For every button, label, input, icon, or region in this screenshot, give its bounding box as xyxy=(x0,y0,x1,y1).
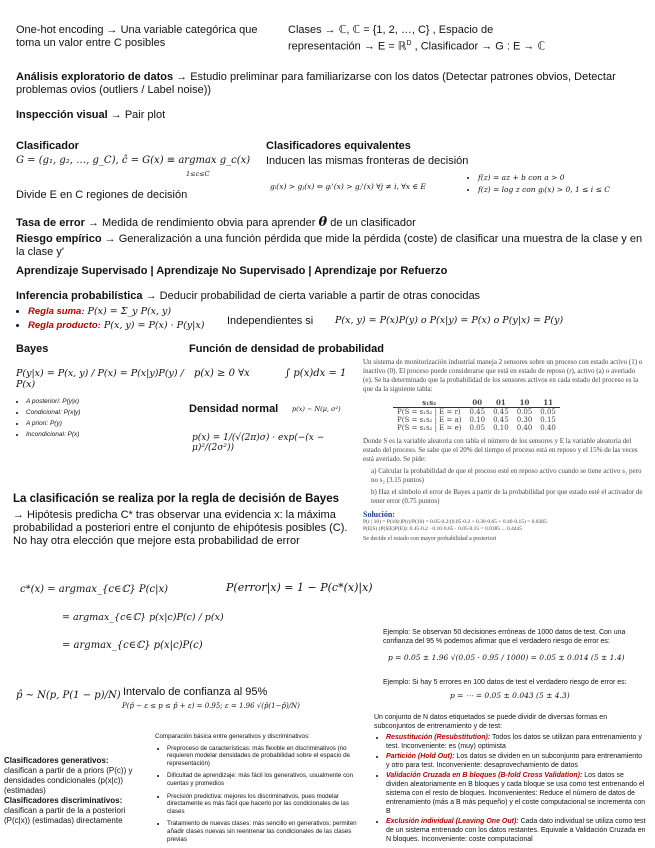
clasificador-title: Clasificador xyxy=(16,140,79,152)
generativos-title: Clasificadores generativos: xyxy=(4,756,109,765)
table-cell: 0.45 xyxy=(493,408,509,416)
inferencia-block xyxy=(16,290,646,303)
ejemplo1-formula: p = 0.05 ± 1.96 √(0.05 · 0.95 / 1000) = 0.05 ± 0.014 (5 ± 1.4) xyxy=(388,653,625,662)
discriminativos-title: Clasificadores discriminativos: xyxy=(4,796,123,805)
independientes-label: Independientes si xyxy=(227,315,314,327)
regla-text: → Hipótesis predicha C* tras observar una evidencia x: la máxima probabilidad a posteriori entre el conjunto de ehipótesis posibles (C). No hay otra elección que mejore esta probabilidad de error xyxy=(13,509,348,547)
reglas-list xyxy=(18,305,204,333)
theta-symbol: θ xyxy=(318,215,328,230)
tasa-block xyxy=(16,216,646,230)
comparacion-item: • Preproceso de características: más flexible en discriminativos (no requieren modelar densidades de probabilidad sobre el espacio de representación) xyxy=(167,745,367,768)
densidad-normal-small: p(x) ∼ N(μ, σ²) xyxy=(292,405,341,413)
comparacion-block xyxy=(155,733,367,843)
table-cell: 0.30 xyxy=(516,416,533,424)
conjunto-item-text: Todos los datos se utilizan para entrenamiento y test. Inconveniente: es (muy) optimista xyxy=(386,734,642,750)
table-cell: 0.10 xyxy=(493,424,509,432)
regla-suma-formula: : P(x) = Σ_y P(x, y) xyxy=(81,306,172,317)
dimension-superscript: D xyxy=(406,40,412,47)
regla-producto xyxy=(28,319,204,333)
table-header-cell: 10 xyxy=(513,399,537,408)
onehot-text: One-hot encoding → Una variable categórica que toma un valor entre C posibles xyxy=(16,24,258,49)
solucion-line: P(r | 10) = P(10|r)P(r)/P(10) = 0.05·0.2/(0.05·0.2 + 0.30·0.65 + 0.40·0.15) = 0.0385 xyxy=(363,519,547,525)
table-cell: P(S = s₁s₂ | E = e) xyxy=(397,424,462,432)
densidad-normal-formula: p(x) = 1/(√(2π)σ) · exp(−(x − μ)²/(2σ²)) xyxy=(192,433,325,453)
tasa-text-b: de un clasificador xyxy=(327,217,416,229)
comparacion-list xyxy=(155,745,367,844)
table-cell: P(S = s₁s₂ | E = r) xyxy=(397,408,461,416)
problema-block xyxy=(363,358,645,543)
generativos-text: clasifican a partir de a priors (P(c)) y densidades condicionales (p(x|c)) (estimadas) xyxy=(4,766,133,795)
table-cell: 0.40 xyxy=(540,424,556,432)
table-cell: 0.05 xyxy=(469,424,486,432)
densidad-f2: ∫ p(x)dx = 1 xyxy=(285,368,347,379)
table-row xyxy=(393,424,560,432)
table-cell: 0.40 xyxy=(516,424,533,432)
conjunto-item-label: Validación Cruzada en B bloques (B-fold Cross Validation): xyxy=(386,772,583,779)
inferencia-title: Inferencia probabilística xyxy=(16,290,143,302)
analisis-block xyxy=(16,71,641,97)
bayes-item: • Incondicional: P(x) xyxy=(26,429,196,440)
probabilidad-table xyxy=(393,399,560,432)
clases-block xyxy=(288,24,648,54)
conjunto-item-text: Los datos se dividen en un subconjunto para entrenamiento y otro para test. Inconveniente: desaprovechamiento de datos xyxy=(386,753,643,769)
table-cell: 0.05 xyxy=(540,408,556,416)
comparacion-item: • Dificultad de aprendizaje: más fácil los generativos, usualmente con cuentas y promedios xyxy=(167,772,367,787)
riesgo-text: → Generalización a una función pérdida que mide la pérdida (coste) de clasificar una muestra de la clase y en la clase y' xyxy=(16,233,643,258)
table-cell: 0.05 xyxy=(516,408,533,416)
generativos-block xyxy=(4,756,152,826)
conjunto-item-text: Cada dato individual se utiliza como test de un sistema entrenado con los datos restantes. Equivale a Validación Cruzada en N bloques. Inconveniente: coste computacional xyxy=(386,818,646,843)
problema-p1: Un sistema de monitorización industrial maneja 2 sensores sobre un proceso con estado activo (1) o inactivo (0). El proceso puede considerarse que está en estado de reposo (r), activo (a) o averiado (e). Se ha determinado que la probabilidad de los sensores activos en cada estado del proceso es la que da la siguiente tabla: xyxy=(363,358,643,393)
clasificador-map-text: , Clasificador → G : E → ℂ xyxy=(411,40,546,53)
densidad-title: Función de densidad de probabilidad xyxy=(189,343,384,355)
regla-line-3: = argmax_{c∈ℂ} p(x|c)P(c) xyxy=(62,640,203,651)
inspeccion-title: Inspección visual xyxy=(16,109,108,121)
bayes-title: Bayes xyxy=(16,343,49,355)
equivalentes-list xyxy=(468,173,655,194)
table-cell: 0.15 xyxy=(540,416,556,424)
regla-title: La clasificación se realiza por la regla de decisión de Bayes xyxy=(13,493,339,505)
riesgo-title: Riesgo empírico xyxy=(16,233,102,245)
tasa-title: Tasa de error xyxy=(16,217,85,229)
conjunto-list xyxy=(374,733,646,844)
regla-producto-label: Regla producto xyxy=(28,320,98,331)
table-header-cell: s₁s₂ xyxy=(393,399,466,408)
densidad-normal-title: Densidad normal xyxy=(189,403,279,415)
solucion-title: Solución: xyxy=(363,510,396,519)
table-header-cell: 01 xyxy=(489,399,513,408)
inspeccion-block xyxy=(16,109,165,122)
problema-a: a) Calcular la probabilidad de que el proceso esté en reposo activo cuando se tiene activo s₁ pero no s₂ (3.15 puntos) xyxy=(371,467,642,484)
argmax-subscript: 1≤c≤C xyxy=(186,170,210,178)
conjunto-item-label: Exclusión individual (Leaving One Out): xyxy=(386,818,519,825)
riesgo-block xyxy=(16,233,646,259)
bayes-item: • A posteriori: P(y|x) xyxy=(26,396,196,407)
representacion-text: representación → E = ℝ xyxy=(288,40,407,53)
solucion-line: P(E|S) (P(S|E)P(E)): 0.45·0.2 · 0.10·0.65 · 0.05·0.15 = 0.0385 ... 0.4445 xyxy=(363,526,523,532)
regla-producto-formula: : P(x, y) = P(x) · P(y|x) xyxy=(97,320,205,331)
clasificador-text: Divide E en C regiones de decisión xyxy=(16,189,188,201)
table-row xyxy=(393,416,560,424)
equivalentes-formula: gᵢ(x) > gⱼ(x) ⇔ gᵢ'(x) > gⱼ'(x) ∀j ≠ i, ∀x ∈ E xyxy=(270,182,426,191)
table-row xyxy=(393,408,560,417)
densidad-f1: p(x) ≥ 0 ∀x xyxy=(194,368,250,379)
ejemplo1-text: Ejemplo: Se observan 50 decisiones erróneas de 1000 datos de test. Con una confianza del 95 % podemos afirmar que el verdadero riesgo de error es: xyxy=(383,629,626,645)
comparacion-item: • Precisión predictiva: mejores los discriminativos, pues modelar directamente es más fácil que hacerlo por las condicionales de las clases xyxy=(167,793,367,816)
regla-suma-label: Regla suma xyxy=(28,306,82,317)
independientes-formula: P(x, y) = P(x)P(y) o P(x|y) = P(x) o P(y|x) = P(y) xyxy=(335,315,564,326)
table-header-cell: 11 xyxy=(536,399,560,408)
conjunto-item-label: Partición (Hold Out): xyxy=(386,753,455,760)
ejemplo2-text: Ejemplo: Si hay 5 errores en 100 datos de test el verdadero riesgo de error es: xyxy=(383,679,627,686)
table-cell: 0.45 xyxy=(469,408,486,416)
conjunto-item xyxy=(386,771,646,816)
comparacion-item: • Tratamiento de nuevas clases: más sencillo en generativos; permiten añadir clases nuevas sin reentrenar las condicionales de las clases previas xyxy=(167,820,367,843)
equivalentes-title: Clasificadores equivalentes xyxy=(266,140,411,152)
equivalentes-item: • f(z) = az + b con a > 0 xyxy=(478,173,655,182)
inferencia-text: → Deducir probabilidad de cierta variable a partir de otras conocidas xyxy=(142,290,481,302)
clases-line-2 xyxy=(288,37,648,54)
intervalo-title: Intervalo de confianza al 95% xyxy=(123,686,268,698)
ejemplo2-formula: p = ⋯ = 0.05 ± 0.043 (5 ± 4.3) xyxy=(450,691,570,700)
conjunto-item xyxy=(386,752,646,770)
discriminativos-text: clasifican a partir de la a posteriori (P(c|x)) (estimadas) directamente xyxy=(4,806,126,825)
table-cell: 0.45 xyxy=(493,416,509,424)
problema-p2: Donde S es la variable aleatoria con tabla el número de los sensores y E la variable aleatoria del estado del proceso. Se sabe que el 20% del tiempo el proceso está en reposo y el 15% de las veces está averiado. Se pide: xyxy=(363,437,638,463)
inspeccion-text: → Pair plot xyxy=(107,109,166,121)
bayes-formula: P(y|x) = P(x, y) / P(x) = P(x|y)P(y) / P(x) xyxy=(16,368,184,390)
table-header-cell: 00 xyxy=(466,399,490,408)
equivalentes-text: Inducen las mismas fronteras de decisión xyxy=(266,155,469,167)
table-cell: P(S = s₁s₂ | E = a) xyxy=(397,416,462,424)
clases-line-1: Clases → ℂ, ℂ = {1, 2, …, C} , Espacio de xyxy=(288,24,494,36)
bayes-list xyxy=(16,396,196,440)
conjunto-intro: Un conjunto de N datos etiquetados se puede dividir de diversas formas en subconjuntos de entrenamiento y de test: xyxy=(374,714,608,730)
clasificador-formula: G = (g₁, g₂, …, g_C), ĉ = G(x) ≡ argmax g_c(x) xyxy=(16,155,251,166)
regla-line-1: c*(x) = argmax_{c∈ℂ} P(c|x) xyxy=(20,584,169,595)
regla-line-2: = argmax_{c∈ℂ} p(x|c)P(c) / p(x) xyxy=(62,612,224,623)
tasa-text-a: → Medida de rendimiento obvia para aprender xyxy=(84,217,319,229)
conjunto-item xyxy=(386,733,646,751)
table-cell: 0.10 xyxy=(469,416,486,424)
bayes-item: • A priori: P(y) xyxy=(26,418,196,429)
equivalentes-item: • f(z) = log z con gᵢ(x) > 0, 1 ≤ i ≤ C xyxy=(478,185,655,194)
problema-b: b) Haz el símbolo el error de Bayes a partir de la probabilidad por que estado esté el activador de tener error (0.75 puntos) xyxy=(371,488,643,505)
intervalo-formula: p̂ ∼ N(p, P(1 − p)/N) xyxy=(16,690,121,701)
aprendizaje-types: Aprendizaje Supervisado | Aprendizaje No Supervisado | Aprendizaje por Refuerzo xyxy=(16,265,448,277)
bayes-item: • Condicional: P(x|y) xyxy=(26,407,196,418)
conjunto-item-text: Los datos se dividen aleatoriamente en B bloques y cada bloque se usa como test entrenando el sistema con el resto de bloques. Inconvenientes: Reduce el número de datos de entrenamiento (más a B más pequeño) y el coste computacional se incrementa con B xyxy=(386,772,646,815)
regla-suma xyxy=(28,305,204,319)
intervalo-small: P(p̂ − ε ≤ p ≤ p̂ + ε) = 0.95; ε = 1.96 √(p̂(1−p̂)/N) xyxy=(122,702,300,710)
solucion-line: Se decide el estado con mayor probabilidad a posteriori xyxy=(363,536,497,542)
conjunto-item-label: Resustitución (Resubstitution): xyxy=(386,734,491,741)
conjunto-block xyxy=(374,713,646,844)
analisis-text: → Estudio preliminar para familiarizarse con los datos (Detectar patrones obvios, Detectar problemas ovios (outliers / Label noise)) xyxy=(16,71,616,96)
perror-formula: P(error|x) = 1 − P(c*(x)|x) xyxy=(226,581,373,594)
comparacion-title: Comparación básica entre generativos y discriminativos: xyxy=(155,733,310,740)
conjunto-item xyxy=(386,817,646,844)
analisis-title: Análisis exploratorio de datos xyxy=(16,71,174,83)
